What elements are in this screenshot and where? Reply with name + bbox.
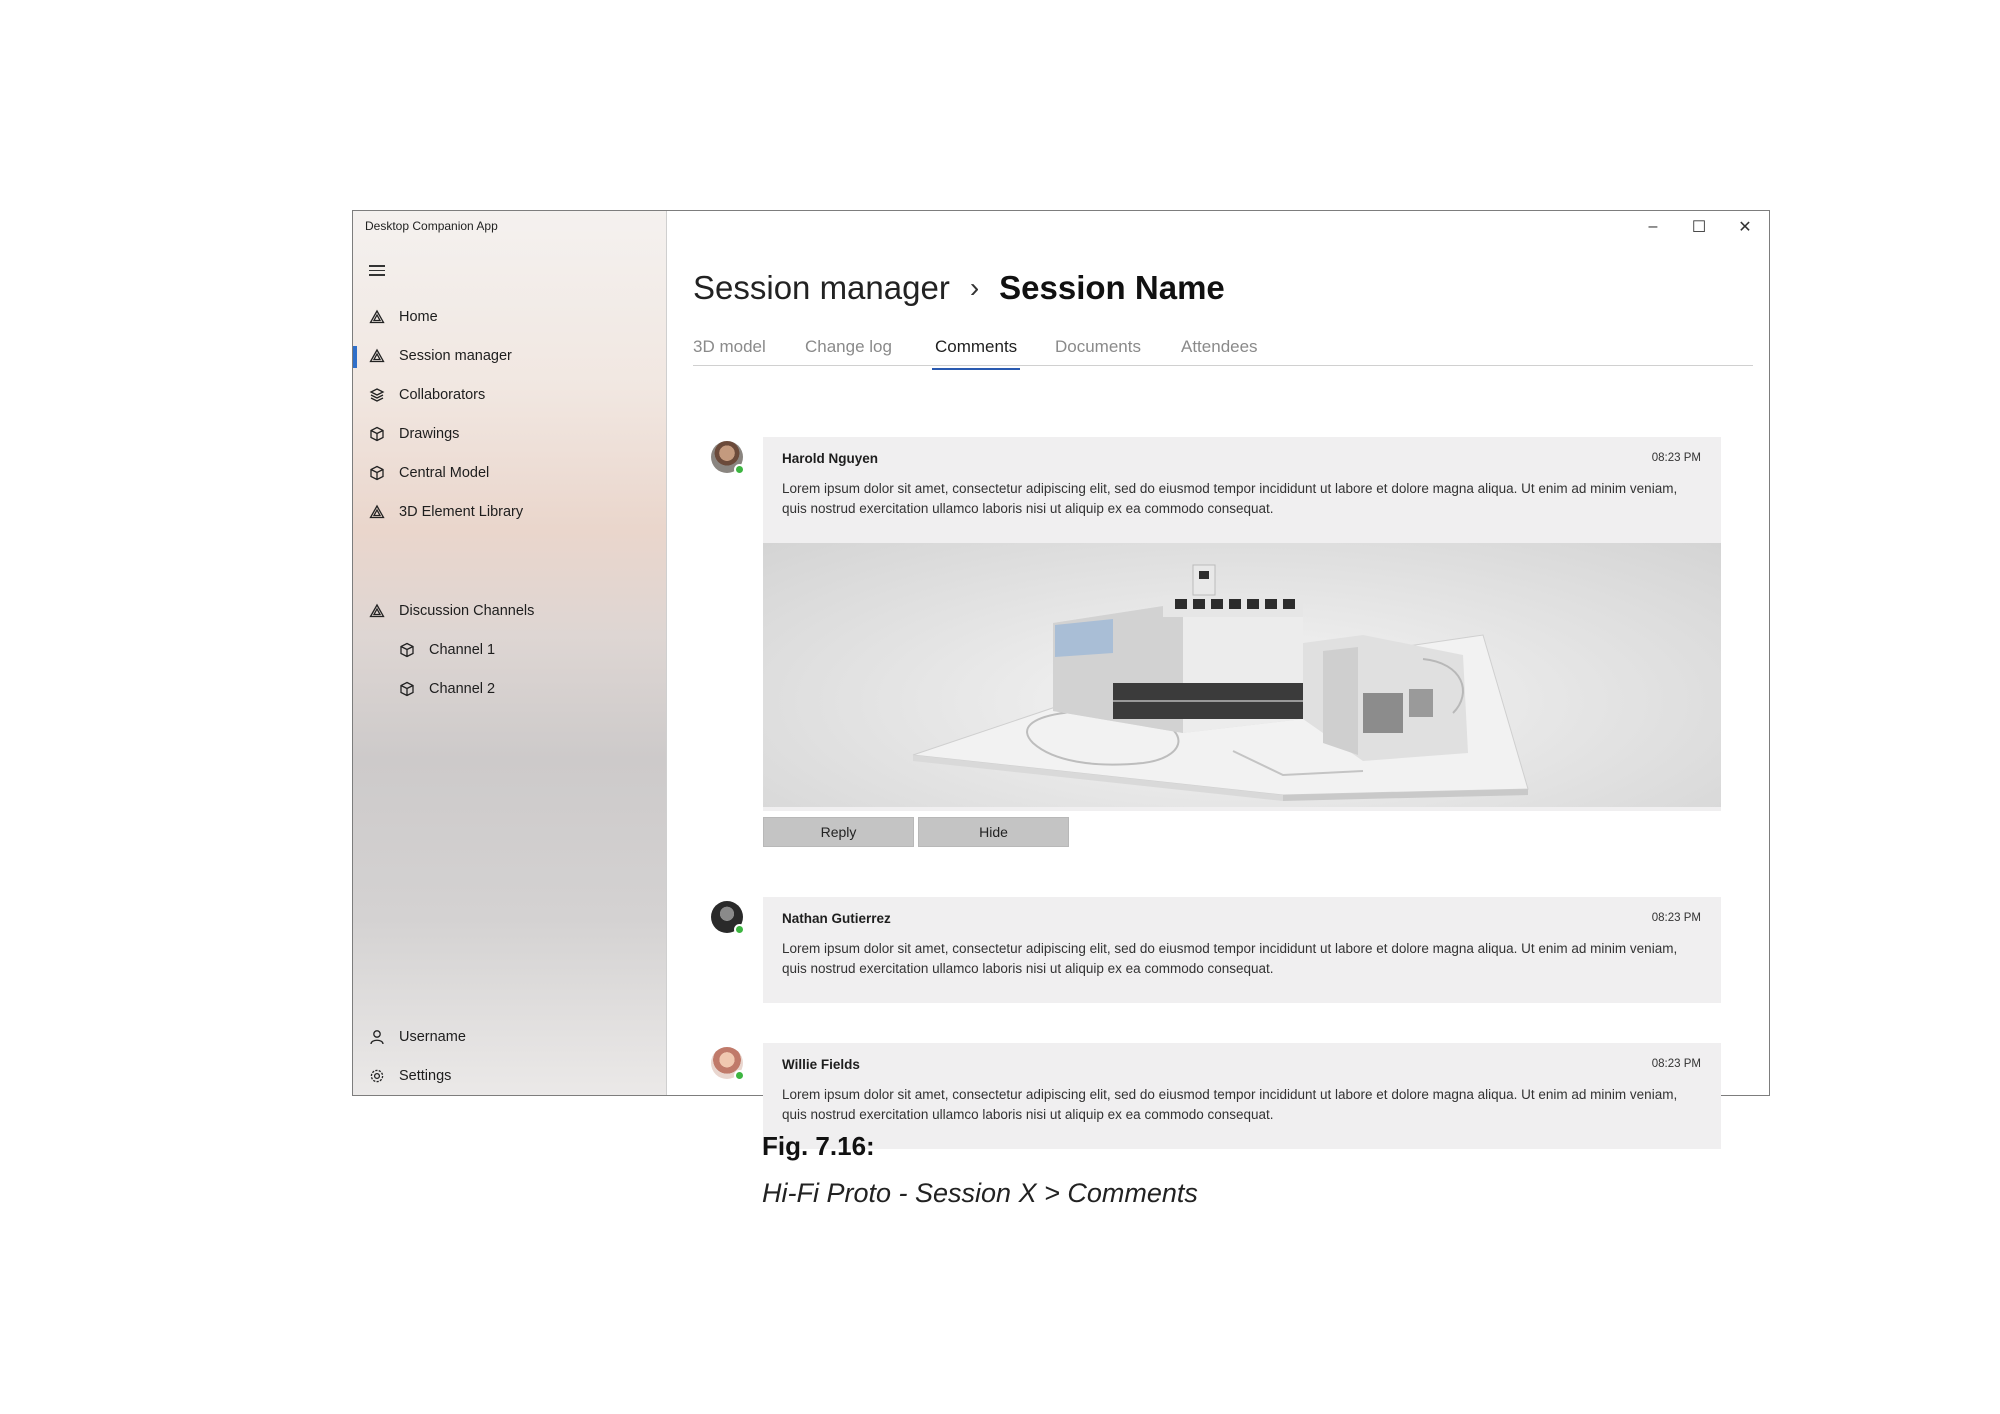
attached-3d-model-image[interactable] <box>763 543 1721 807</box>
avatar[interactable] <box>711 1047 743 1079</box>
minimize-icon[interactable]: – <box>1648 218 1658 235</box>
avatar[interactable] <box>711 441 743 473</box>
comment-text: Lorem ipsum dolor sit amet, consectetur adipiscing elit, sed do eiusmod tempor incididunt ut labore et dolore magna aliqua. Ut enim ad minim veniam, quis nostrud exercitation ullamco laboris nisi ut aliquip ex ea commodo consequat. <box>782 1087 1678 1122</box>
sidebar-item-label: Central Model <box>399 465 490 481</box>
tab-comments[interactable]: Comments <box>935 337 1018 356</box>
figure-caption: Hi-Fi Proto - Session X > Comments <box>762 1178 1198 1208</box>
comment-text: Lorem ipsum dolor sit amet, consectetur adipiscing elit, sed do eiusmod tempor incididunt ut labore et dolore magna aliqua. Ut enim ad minim veniam, quis nostrud exercitation ullamco laboris nisi ut aliquip ex ea commodo consequat. <box>782 481 1678 516</box>
hide-button[interactable]: Hide <box>918 817 1069 847</box>
tab-change-log[interactable]: Change log <box>805 337 892 356</box>
user-icon <box>369 1029 385 1045</box>
sidebar-item-label: Collaborators <box>399 387 486 403</box>
gear-icon <box>369 1068 385 1084</box>
sidebar-item-collaborators[interactable] <box>353 377 667 413</box>
comments-feed <box>667 411 1771 1122</box>
sidebar-item-discussion-channels[interactable] <box>353 593 667 629</box>
sidebar-item-3d-element-library[interactable] <box>353 494 667 530</box>
sidebar-item-label: 3D Element Library <box>399 504 524 520</box>
triangle-icon <box>369 309 385 325</box>
sidebar-item-label: Session manager <box>399 348 512 364</box>
breadcrumb <box>693 269 1225 307</box>
window-controls <box>1641 215 1757 239</box>
comment-time: 08:23 PM <box>1651 912 1701 924</box>
sidebar-item-label: Channel 1 <box>429 642 496 658</box>
comment-author: Harold Nguyen <box>782 451 879 466</box>
sidebar-item-username[interactable] <box>353 1019 667 1055</box>
sidebar-item-drawings[interactable] <box>353 416 667 452</box>
page-title: Session Name <box>999 269 1225 306</box>
cube-icon <box>369 465 385 481</box>
chevron-right-icon: › <box>969 272 980 303</box>
comment-card <box>763 1043 1721 1149</box>
hamburger-menu-icon[interactable] <box>369 265 387 279</box>
avatar[interactable] <box>711 901 743 933</box>
sidebar-item-home[interactable] <box>353 299 667 335</box>
comment-author: Willie Fields <box>782 1057 860 1072</box>
sidebar-item-settings[interactable] <box>353 1058 667 1094</box>
breadcrumb-root[interactable]: Session manager <box>693 269 950 306</box>
online-status-dot <box>734 464 745 475</box>
sidebar-item-channel-1[interactable] <box>353 632 667 668</box>
comment-time: 08:23 PM <box>1651 452 1701 464</box>
comment-author: Nathan Gutierrez <box>782 911 891 926</box>
comment-time: 08:23 PM <box>1651 1058 1701 1070</box>
layers-icon <box>369 387 385 403</box>
sidebar-item-label: Settings <box>399 1068 452 1084</box>
triangle-icon <box>369 603 385 619</box>
sidebar-item-session-manager[interactable] <box>353 338 667 374</box>
sidebar-item-channel-2[interactable] <box>353 671 667 707</box>
reply-button[interactable]: Reply <box>763 817 914 847</box>
cube-icon <box>399 642 415 658</box>
tab-3d-model[interactable]: 3D model <box>693 337 766 356</box>
sidebar-item-label: Drawings <box>399 426 460 442</box>
triangle-icon <box>369 348 385 364</box>
maximize-icon[interactable]: ☐ <box>1691 219 1707 236</box>
close-icon[interactable]: ✕ <box>1738 219 1752 236</box>
sidebar-item-central-model[interactable] <box>353 455 667 491</box>
comment-text: Lorem ipsum dolor sit amet, consectetur adipiscing elit, sed do eiusmod tempor incididunt ut labore et dolore magna aliqua. Ut enim ad minim veniam, quis nostrud exercitation ullamco laboris nisi ut aliquip ex ea commodo consequat. <box>782 941 1678 976</box>
tab-documents[interactable]: Documents <box>1055 337 1141 356</box>
building-model-render <box>763 543 1721 807</box>
figure-number: Fig. 7.16: <box>762 1131 875 1161</box>
app-title: Desktop Companion App <box>365 219 498 233</box>
cube-icon <box>369 426 385 442</box>
sidebar <box>353 211 667 1095</box>
comment-card <box>763 437 1721 811</box>
tab-bar <box>693 329 1753 366</box>
tab-attendees[interactable]: Attendees <box>1181 337 1258 356</box>
online-status-dot <box>734 1070 745 1081</box>
app-window <box>352 210 1770 1122</box>
online-status-dot <box>734 924 745 935</box>
cube-icon <box>399 681 415 697</box>
sidebar-item-label: Channel 2 <box>429 681 496 697</box>
sidebar-item-label: Username <box>399 1029 466 1045</box>
triangle-icon <box>369 504 385 520</box>
sidebar-item-label: Discussion Channels <box>399 603 535 619</box>
comment-card <box>763 897 1721 1003</box>
sidebar-item-label: Home <box>399 309 438 325</box>
